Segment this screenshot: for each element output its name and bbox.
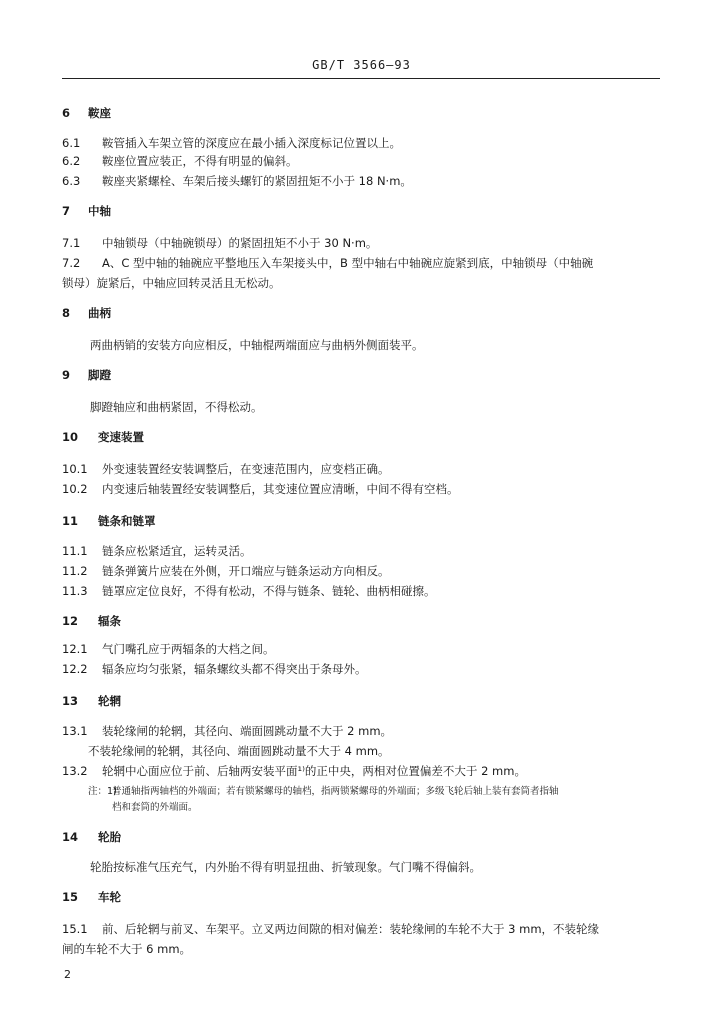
- section-title: 脚蹬: [88, 368, 111, 382]
- section-heading: [62, 890, 121, 905]
- section-heading: [62, 106, 111, 121]
- section-title: 辐条: [98, 614, 121, 628]
- section-heading: [62, 694, 121, 709]
- section-number: 12: [62, 614, 79, 628]
- line-text: 链条应松紧适宜，运转灵活。: [102, 544, 252, 558]
- clause-item: [62, 662, 367, 677]
- line-text: 普通轴指两轴档的外端面；若有锁紧螺母的轴档，指两锁紧螺母的外端面；多级飞轮后轴上装有套筒者指轴: [112, 786, 559, 797]
- section-number: 9: [62, 368, 71, 382]
- line-text: 前、后轮辋与前叉、车架平。立叉两边间隙的相对偏差：装轮缘闸的车轮不大于 3 mm，不装轮缘: [102, 922, 600, 936]
- clause-continuation: [62, 276, 281, 291]
- section-title: 轮胎: [98, 830, 121, 844]
- clause-item: [62, 564, 390, 579]
- line-text: 装轮缘闸的轮辋，其径向、端面圆跳动量不大于 2 mm。: [102, 724, 393, 738]
- clause-item: [62, 764, 526, 779]
- header-rule: [62, 78, 660, 79]
- section-number: 6: [62, 106, 71, 120]
- line-text: 档和套筒的外端面。: [112, 802, 198, 813]
- line-text: 辐条应均匀张紧，辐条螺纹头都不得突出于条母外。: [102, 662, 367, 676]
- clause-number: 6.1: [62, 136, 81, 150]
- line-text: 链罩应定位良好，不得有松动，不得与链条、链轮、曲柄相碰擦。: [102, 584, 436, 598]
- clause-item: [62, 724, 392, 739]
- section-heading: [62, 614, 121, 629]
- clause-item: [62, 642, 275, 657]
- section-number: 13: [62, 694, 79, 708]
- line-text: A、C 型中轴的轴碗应平整地压入车架接头中，B 型中轴右中轴碗应旋紧到底，中轴锁母（中轴碗: [102, 256, 594, 270]
- clause-number: 13.1: [62, 724, 88, 738]
- section-paragraph: [90, 400, 263, 415]
- clause-number: 7.2: [62, 256, 81, 270]
- section-number: 14: [62, 830, 79, 844]
- clause-number: 15.1: [62, 922, 88, 936]
- clause-number: 12.2: [62, 662, 88, 676]
- clause-number: 12.1: [62, 642, 88, 656]
- footnote-marker: 注：1): [88, 786, 117, 797]
- line-text: 脚蹬轴应和曲柄紧固，不得松动。: [90, 400, 263, 414]
- line-text: 轮辋中心面应位于前、后轴两安装平面¹⁾的正中央，两相对位置偏差不大于 2 mm。: [102, 764, 526, 778]
- clause-item: [62, 154, 298, 169]
- line-text: 内变速后轴装置经安装调整后，其变速位置应清晰，中间不得有空档。: [102, 482, 459, 496]
- clause-number: 10.1: [62, 462, 88, 476]
- line-text: 鞍座夹紧螺栓、车架后接头螺钉的紧固扭矩不小于 18 N·m。: [102, 174, 412, 188]
- section-heading: [62, 368, 111, 383]
- section-paragraph: [90, 338, 424, 353]
- line-text: 外变速装置经安装调整后，在变速范围内，应变档正确。: [102, 462, 390, 476]
- section-number: 15: [62, 890, 79, 904]
- line-text: 不装轮缘闸的轮辋，其径向、端面圆跳动量不大于 4 mm。: [88, 744, 390, 758]
- section-title: 变速装置: [98, 430, 144, 444]
- clause-item: [62, 482, 459, 497]
- section-title: 曲柄: [88, 306, 111, 320]
- line-text: 链条弹簧片应装在外侧，开口端应与链条运动方向相反。: [102, 564, 390, 578]
- section-heading: [62, 514, 156, 529]
- clause-number: 6.2: [62, 154, 81, 168]
- section-title: 链条和链罩: [98, 514, 156, 528]
- clause-number: 7.1: [62, 236, 81, 250]
- line-text: 锁母）旋紧后，中轴应回转灵活且无松动。: [62, 276, 281, 290]
- section-title: 鞍座: [88, 106, 111, 120]
- line-text: 中轴锁母（中轴碗锁母）的紧固扭矩不小于 30 N·m。: [102, 236, 378, 250]
- section-title: 轮辋: [98, 694, 121, 708]
- line-text: 轮胎按标准气压充气，内外胎不得有明显扭曲、折皱现象。气门嘴不得偏斜。: [90, 860, 481, 874]
- section-number: 8: [62, 306, 71, 320]
- line-text: 鞍座位置应装正，不得有明显的偏斜。: [102, 154, 298, 168]
- clause-item: [62, 584, 436, 599]
- section-title: 中轴: [88, 204, 111, 218]
- section-heading: [62, 306, 111, 321]
- clause-number: 10.2: [62, 482, 88, 496]
- clause-continuation: [88, 744, 390, 759]
- section-heading: [62, 430, 144, 445]
- section-number: 11: [62, 514, 79, 528]
- line-text: 鞍管插入车架立管的深度应在最小插入深度标记位置以上。: [102, 136, 401, 150]
- clause-item: [62, 136, 401, 151]
- clause-number: 11.1: [62, 544, 88, 558]
- standard-header: GB/T 3566—93: [312, 58, 411, 72]
- section-paragraph: [90, 860, 481, 875]
- clause-number: 13.2: [62, 764, 88, 778]
- line-text: 闸的车轮不大于 6 mm。: [62, 942, 192, 956]
- clause-item: [62, 256, 593, 271]
- clause-number: 11.2: [62, 564, 88, 578]
- section-number: 10: [62, 430, 79, 444]
- clause-number: 11.3: [62, 584, 88, 598]
- clause-item: [62, 544, 252, 559]
- clause-item: [62, 462, 390, 477]
- section-title: 车轮: [98, 890, 121, 904]
- line-text: 气门嘴孔应于两辐条的大档之间。: [102, 642, 275, 656]
- footnote: [88, 784, 559, 799]
- section-heading: [62, 830, 121, 845]
- footnote-continuation: [112, 800, 198, 815]
- clause-item: [62, 174, 412, 189]
- line-text: 两曲柄销的安装方向应相反，中轴棍两端面应与曲柄外侧面装平。: [90, 338, 424, 352]
- clause-item: [62, 236, 377, 251]
- clause-continuation: [62, 942, 191, 957]
- section-heading: [62, 204, 111, 219]
- clause-item: [62, 922, 599, 937]
- page-number: 2: [64, 968, 71, 981]
- section-number: 7: [62, 204, 71, 218]
- clause-number: 6.3: [62, 174, 81, 188]
